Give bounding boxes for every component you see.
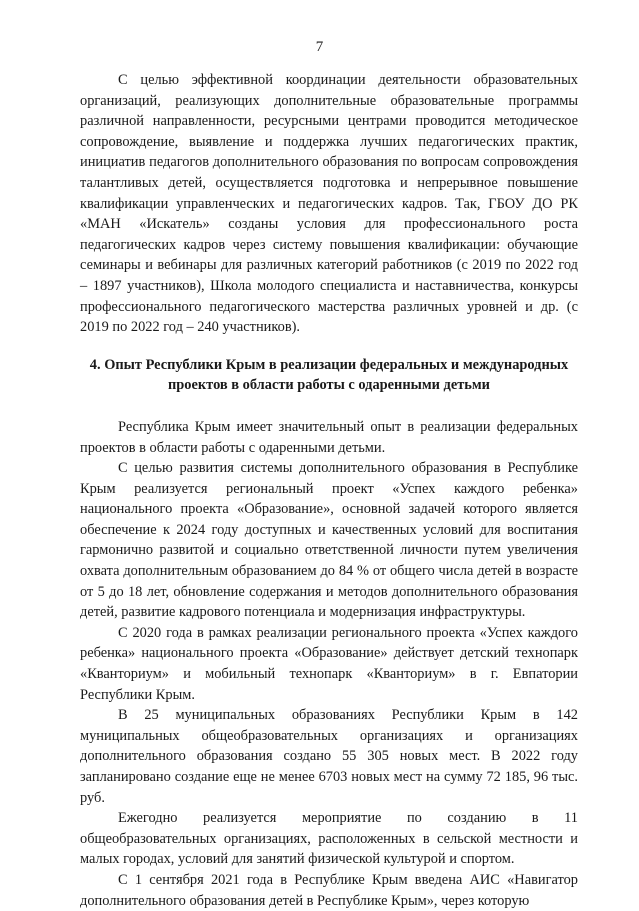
section-heading: 4. Опыт Республики Крым в реализации федеральных и международных проектов в области работы с одаренными детьми — [89, 356, 569, 394]
paragraph-federal-experience: Республика Крым имеет значительный опыт в реализации федеральных проектов в области работы с одаренными детьми. — [80, 418, 578, 456]
paragraph-sports-conditions: Ежегодно реализуется мероприятие по созданию в 11 общеобразовательных организациях, расположенных в сельской местности и малых городах, условий для занятий физической культурой и спортом. — [80, 810, 578, 868]
spacer — [80, 396, 578, 417]
page-content — [80, 70, 578, 911]
paragraph-new-places: В 25 муниципальных образованиях Республики Крым в 142 муниципальных общеобразовательных организациях и организациях дополнительного образования создано 55 305 новых мест. В 2022 году запланировано создание еще не менее 6703 новых мест на сумму 72 185, 96 тыс. руб. — [80, 707, 578, 806]
paragraph-methodical-support: С целью эффективной координации деятельности образовательных организаций, реализующих дополнительные образовательные программы различной направленности, ресурсными центрами проводится методическое сопровождение, выявление и поддержка лучших педагогических практик, инициатив педагогов дополнительного образования по вопросам сопровождения талантливых детей, осуществляется подготовка и непрерывное повышение квалификации управленческих и педагогических кадров. Так, ГБОУ ДО РК «МАН «Искатель» созданы условия для профессионального роста педагогических кадров через систему повышения квалификации: обучающие семинары и вебинары для различных категорий работников (с 2019 по 2022 год – 1897 участников), Школа молодого специалиста и наставничества, конкурсы профессионального педагогического мастерства различных уровней и др. (с 2019 по 2022 год – 240 участников). — [80, 72, 578, 336]
page-number: 7 — [315, 39, 324, 55]
paragraph-regional-project: С целью развития системы дополнительного образования в Республике Крым реализуется региональный проект «Успех каждого ребенка» национального проекта «Образование», основной задачей которого является обеспечение к 2024 году доступных и качественных условий для воспитания гармонично развитой и социально ответственной личности путем увеличения охвата дополнительным образованием до 84 % от общего числа детей в возрасте от 5 до 18 лет, обновление содержания и методов дополнительного образования детей, развитие кадрового потенциала и модернизация инфраструктуры. — [80, 460, 578, 621]
paragraph-navigator: С 1 сентября 2021 года в Республике Крым введена АИС «Навигатор дополнительного образования детей в Республике Крым», через которую — [80, 871, 578, 909]
paragraph-technopark: С 2020 года в рамках реализации регионального проекта «Успех каждого ребенка» национального проекта «Образование» действует детский технопарк «Кванториум» и мобильный технопарк «Кванториум» в г. Евпатории Республики Крым. — [80, 624, 578, 703]
